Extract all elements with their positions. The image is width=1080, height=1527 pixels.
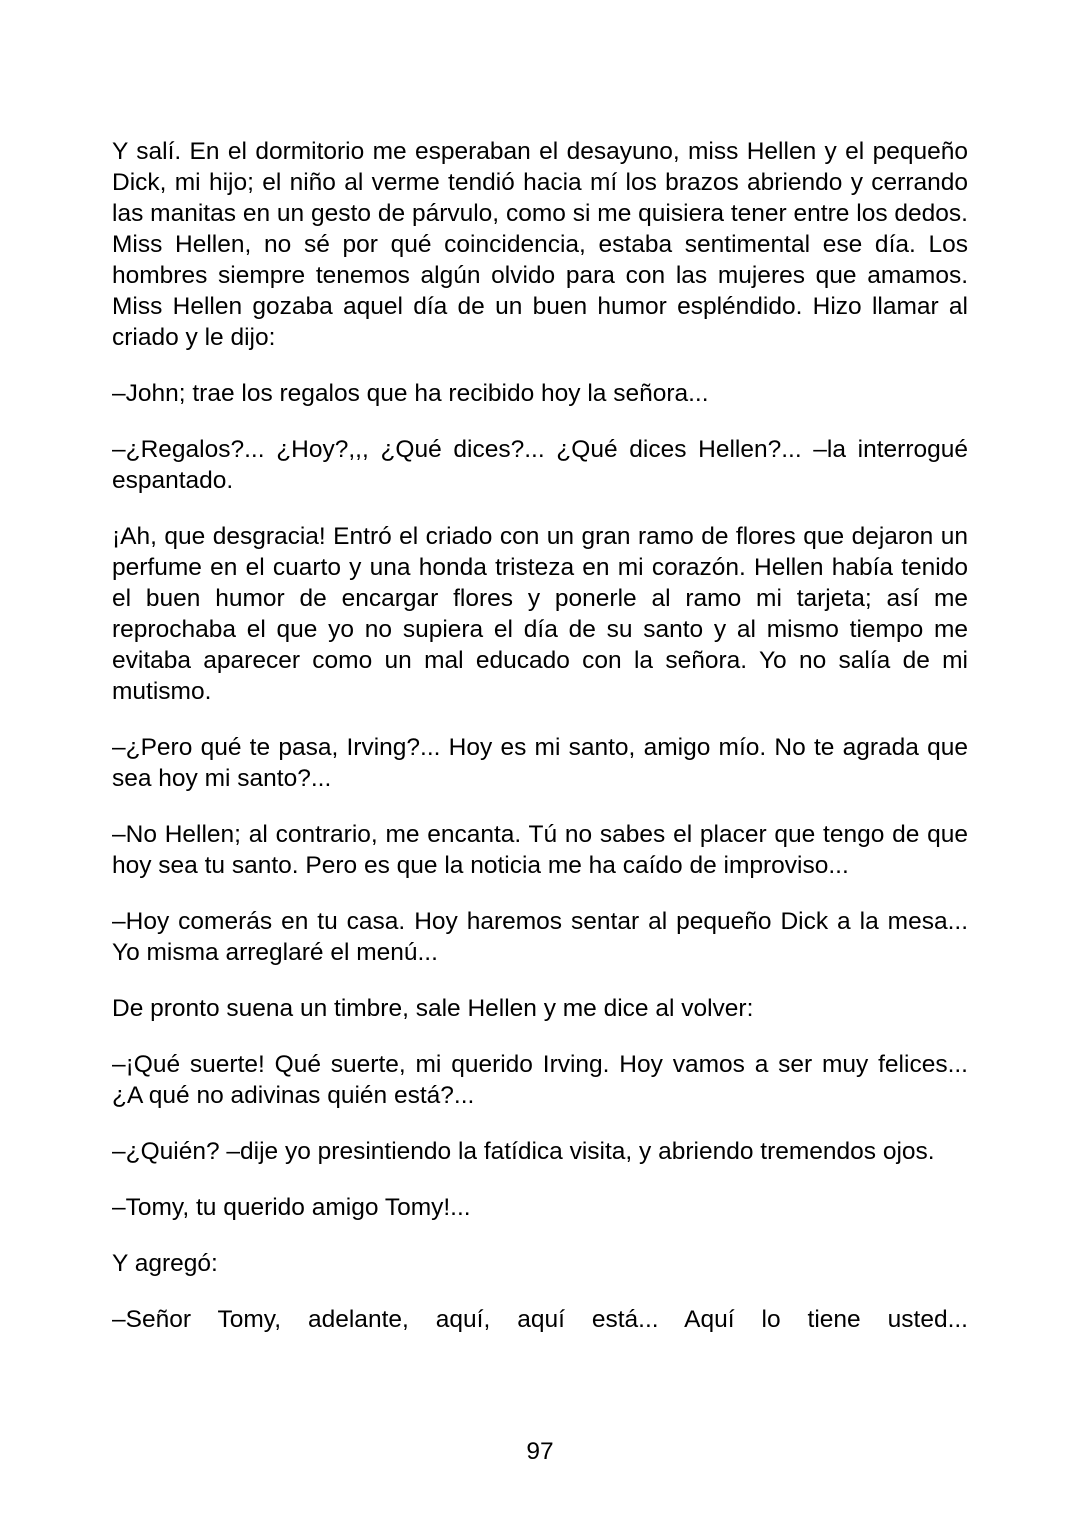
paragraph: –¿Pero qué te pasa, Irving?... Hoy es mi santo, amigo mío. No te agrada que sea hoy mi santo?... <box>112 734 968 792</box>
paragraph: ¡Ah, que desgracia! Entró el criado con un gran ramo de flores que dejaron un perfume en el cuarto y una honda tristeza en mi corazón. Hellen había tenido el buen humor de encargar flores y ponerle al ramo mi tarjeta; así me reprochaba el que yo no supiera el día de su santo y al mismo tiempo me evitaba aparecer como un mal educado con la señora. Yo no salía de mi mutismo. <box>112 523 968 705</box>
paragraph: –Hoy comerás en tu casa. Hoy haremos sentar al pequeño Dick a la mesa... Yo misma arreglaré el menú... <box>112 908 968 966</box>
page-number: 97 <box>526 1438 554 1465</box>
paragraph: –Señor Tomy, adelante, aquí, aquí está... Aquí lo tiene usted... <box>112 1306 968 1333</box>
paragraph: –¿Quién? –dije yo presintiendo la fatídica visita, y abriendo tremendos ojos. <box>112 1138 935 1165</box>
paragraph: –¡Qué suerte! Qué suerte, mi querido Irving. Hoy vamos a ser muy felices... ¿A qué no adivinas quién está?... <box>112 1051 968 1109</box>
paragraph: –John; trae los regalos que ha recibido hoy la señora... <box>112 380 709 407</box>
paragraph: –¿Regalos?... ¿Hoy?,,, ¿Qué dices?... ¿Qué dices Hellen?... –la interrogué espantado. <box>112 436 968 494</box>
paragraph: De pronto suena un timbre, sale Hellen y me dice al volver: <box>112 995 754 1022</box>
paragraph: –Tomy, tu querido amigo Tomy!... <box>112 1194 471 1221</box>
paragraph: –No Hellen; al contrario, me encanta. Tú no sabes el placer que tengo de que hoy sea tu santo. Pero es que la noticia me ha caído de improviso... <box>112 821 968 879</box>
paragraph: Y agregó: <box>112 1250 218 1277</box>
paragraph: Y salí. En el dormitorio me esperaban el desayuno, miss Hellen y el pequeño Dick, mi hijo; el niño al verme tendió hacia mí los brazos abriendo y cerrando las manitas en un gesto de párvulo, como si me quisiera tener entre los dedos. Miss Hellen, no sé por qué coincidencia, estaba sentimental ese día. Los hombres siempre tenemos algún olvido para con las mujeres que amamos. Miss Hellen gozaba aquel día de un buen humor espléndido. Hizo llamar al criado y le dijo: <box>112 138 968 351</box>
page-body <box>112 136 968 1360</box>
